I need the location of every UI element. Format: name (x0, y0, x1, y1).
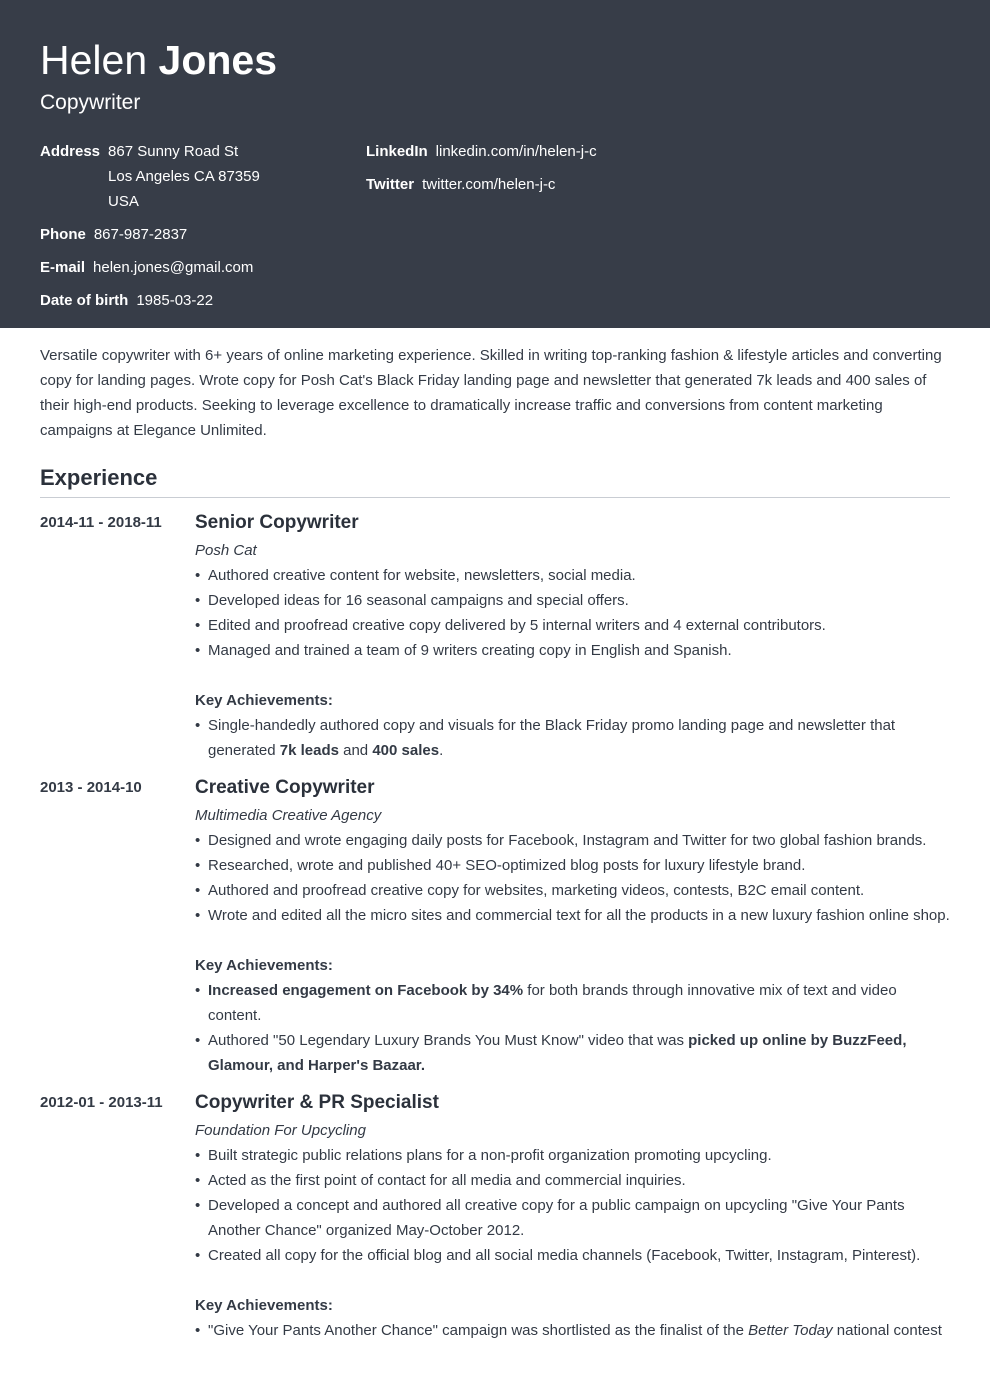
email-value[interactable]: helen.jones@gmail.com (93, 259, 254, 276)
job-body (195, 773, 950, 1078)
linkedin-label: LinkedIn (366, 143, 428, 160)
job-role: Senior Copywriter (195, 512, 359, 533)
contact-details-right (366, 139, 597, 205)
summary-paragraph: Versatile copywriter with 6+ years of online marketing experience. Skilled in writing top-ranking fashion & lifestyle articles and converting copy for landing pages. Wrote copy for Posh Cat's Black Friday landing page and newsletter that generated 7k leads and 400 sales of their high-end products. Seeking to leverage excellence to dramatically increase traffic and conversions from content marketing campaigns at Elegance Unlimited. (40, 347, 942, 439)
duty-item: • Authored creative content for website, newsletters, social media. (195, 563, 950, 588)
address-label: Address (40, 143, 101, 160)
linkedin-row (366, 139, 597, 164)
address-row (40, 139, 260, 214)
twitter-row (366, 172, 597, 197)
job-title: Copywriter (40, 91, 141, 114)
achievements-list (195, 978, 950, 1078)
resume-header (0, 0, 990, 328)
dob-label: Date of birth (40, 292, 129, 309)
duty-item: • Designed and wrote engaging daily posts for Facebook, Instagram and Twitter for two global fashion brands. (195, 828, 950, 853)
duty-item: • Built strategic public relations plans for a non-profit organization promoting upcycling. (195, 1143, 950, 1168)
job-body (195, 1088, 950, 1343)
duty-item: • Created all copy for the official blog and all social media channels (Facebook, Twitter, Instagram, Pinterest). (195, 1243, 950, 1268)
job-company: Foundation For Upcycling (195, 1122, 366, 1139)
job-entry (40, 773, 950, 1078)
dob-value: 1985-03-22 (136, 292, 214, 309)
contact-details-left (40, 139, 260, 321)
key-achievements-label: Key Achievements: (195, 692, 333, 709)
twitter-link[interactable]: twitter.com/helen-j-c (422, 176, 556, 193)
job-entry (40, 508, 950, 763)
resume-content (0, 343, 990, 1343)
job-duties (195, 563, 950, 663)
phone-label: Phone (40, 226, 86, 243)
duty-item: • Authored and proofread creative copy for websites, marketing videos, contests, B2C email content. (195, 878, 950, 903)
linkedin-link[interactable]: linkedin.com/in/helen-j-c (435, 143, 597, 160)
email-row (40, 255, 260, 280)
address-line: USA (108, 193, 139, 210)
job-company: Multimedia Creative Agency (195, 807, 382, 824)
job-duties (195, 1143, 950, 1268)
duty-item: • Edited and proofread creative copy delivered by 5 internal writers and 4 external contributors. (195, 613, 950, 638)
achievement-item: • "Give Your Pants Another Chance" campaign was shortlisted as the finalist of the Better Today national contest (195, 1318, 950, 1343)
job-role: Copywriter & PR Specialist (195, 1092, 439, 1113)
duty-item: • Researched, wrote and published 40+ SEO-optimized blog posts for luxury lifestyle brand. (195, 853, 950, 878)
email-label: E-mail (40, 259, 86, 276)
phone-value: 867-987-2837 (93, 226, 188, 243)
phone-row (40, 222, 260, 247)
job-company: Posh Cat (195, 542, 257, 559)
achievement-item: • Single-handedly authored copy and visuals for the Black Friday promo landing page and newsletter that generated 7k leads and 400 sales. (195, 713, 950, 763)
job-entry (40, 1088, 950, 1343)
duty-item: • Developed a concept and authored all creative copy for a public campaign on upcycling "Give Your Pants Another Chance" organized May-October 2012. (195, 1193, 950, 1243)
achievements-list (195, 1318, 950, 1343)
first-name: Helen (40, 37, 148, 83)
full-name (40, 36, 950, 84)
last-name: Jones (158, 37, 278, 83)
achievement-item: • Increased engagement on Facebook by 34% for both brands through innovative mix of text and video content. (195, 978, 950, 1028)
twitter-label: Twitter (366, 176, 415, 193)
key-achievements-label: Key Achievements: (195, 1297, 333, 1314)
job-body (195, 508, 950, 763)
job-role: Creative Copywriter (195, 777, 375, 798)
job-duties (195, 828, 950, 928)
address-line: Los Angeles CA 87359 (108, 168, 260, 185)
dob-row (40, 288, 260, 313)
job-dates: 2012-01 - 2013-11 (40, 1094, 163, 1111)
address-line: 867 Sunny Road St (108, 143, 239, 160)
key-achievements-label: Key Achievements: (195, 957, 333, 974)
job-dates: 2013 - 2014-10 (40, 779, 142, 796)
duty-item: • Managed and trained a team of 9 writers creating copy in English and Spanish. (195, 638, 950, 663)
achievements-list (195, 713, 950, 763)
duty-item: • Wrote and edited all the micro sites and commercial text for all the products in a new luxury fashion online shop. (195, 903, 950, 928)
address-value (108, 139, 260, 214)
achievement-item: • Authored "50 Legendary Luxury Brands You Must Know" video that was picked up online by BuzzFeed, Glamour, and Harper's Bazaar. (195, 1028, 950, 1078)
job-dates: 2014-11 - 2018-11 (40, 514, 162, 531)
duty-item: • Developed ideas for 16 seasonal campaigns and special offers. (195, 588, 950, 613)
duty-item: • Acted as the first point of contact for all media and commercial inquiries. (195, 1168, 950, 1193)
experience-heading: Experience (40, 463, 950, 498)
